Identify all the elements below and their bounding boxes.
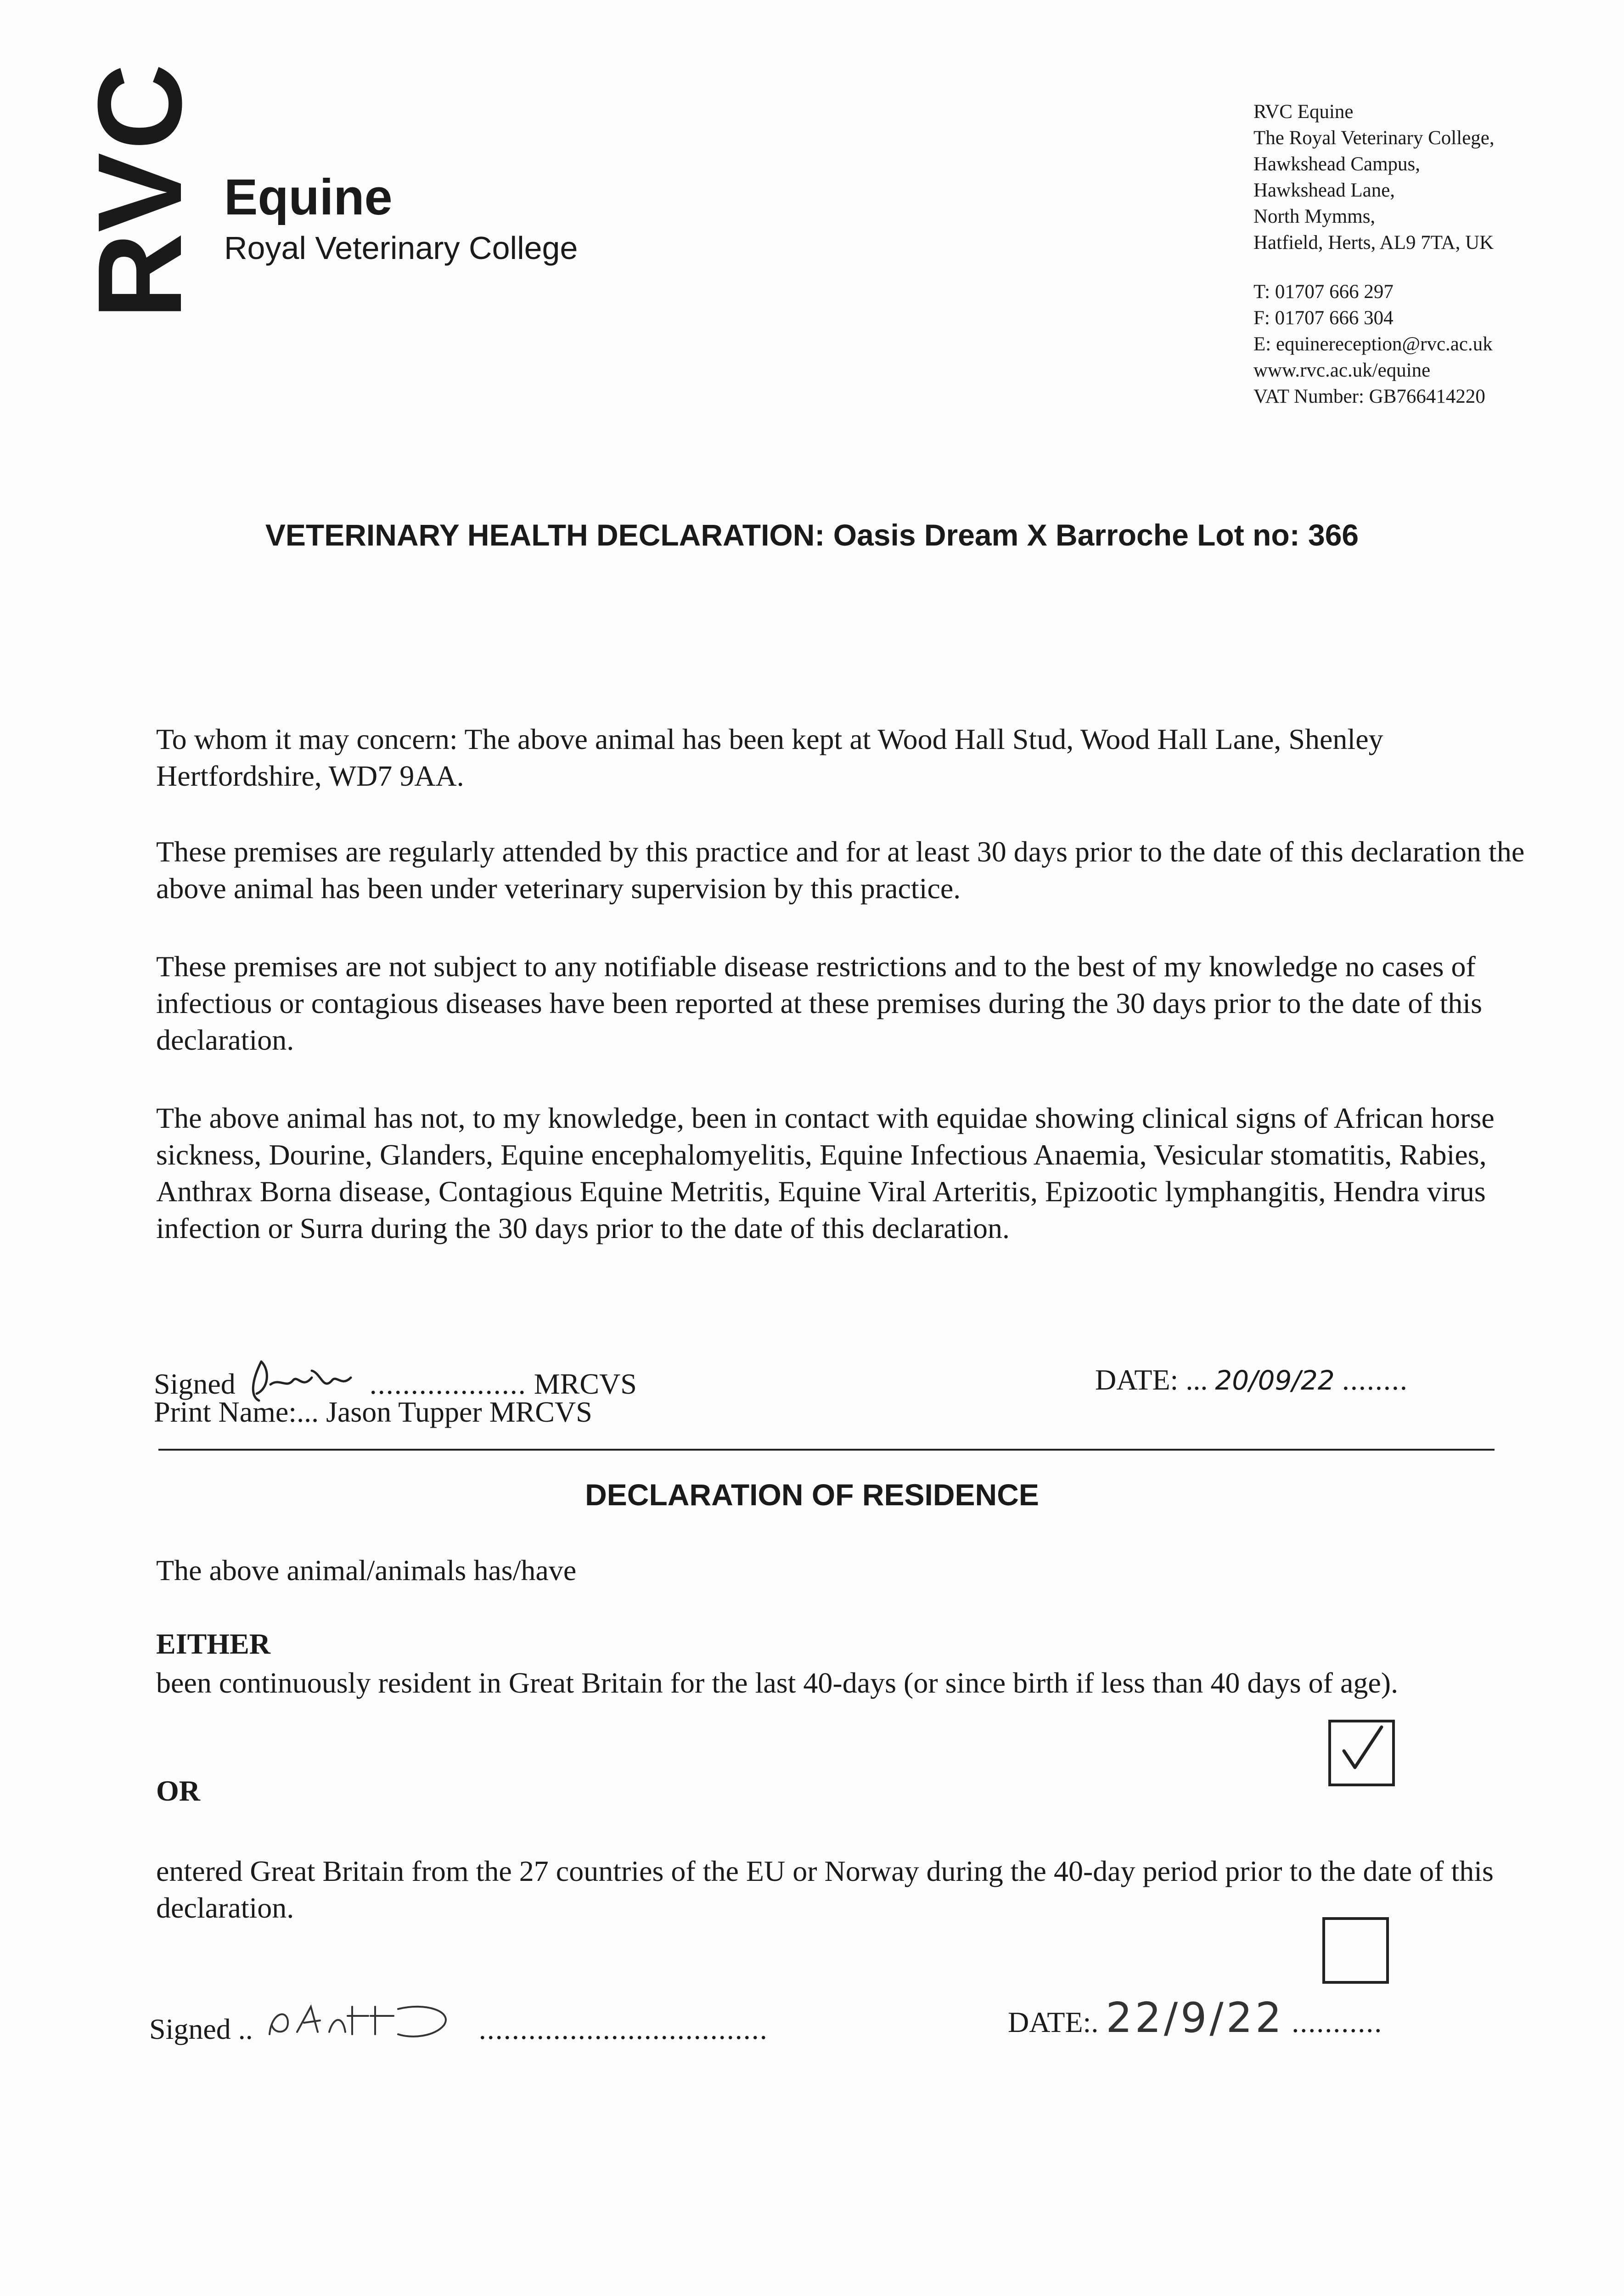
owner-date-dots: ........... xyxy=(1292,2006,1383,2038)
address-line: North Mymms, xyxy=(1253,206,1376,227)
residence-title: DECLARATION OF RESIDENCE xyxy=(585,1478,1039,1512)
section-divider xyxy=(158,1449,1495,1451)
signed-suffix: MRCVS xyxy=(534,1367,637,1400)
print-name-line xyxy=(154,1394,592,1430)
rvc-logo-mark xyxy=(73,61,207,319)
address-line: Hawkshead Campus, xyxy=(1253,153,1421,175)
owner-signed-label: Signed .. xyxy=(149,2013,253,2045)
logo-college: Royal Veterinary College xyxy=(224,230,578,266)
date-value: 20/09/22 xyxy=(1215,1365,1335,1396)
address-line: Hatfield, Herts, AL9 7TA, UK xyxy=(1253,232,1494,253)
phone: T: 01707 666 297 xyxy=(1253,281,1394,303)
or-label: OR xyxy=(156,1774,200,1807)
print-name-label: Print Name:... xyxy=(154,1396,319,1428)
owner-signature xyxy=(260,1998,472,2048)
owner-date-line xyxy=(1008,1994,1383,2042)
address-line: Hawkshead Lane, xyxy=(1253,180,1395,201)
owner-date-label: DATE:. xyxy=(1008,2006,1099,2038)
or-checkbox[interactable] xyxy=(1322,1917,1389,1984)
residence-intro: The above animal/animals has/have xyxy=(156,1554,577,1587)
address-block xyxy=(1253,99,1602,410)
print-name-value: Jason Tupper MRCVS xyxy=(326,1396,592,1428)
date-label: DATE: ... xyxy=(1095,1363,1208,1396)
logo-equine: Equine xyxy=(224,169,393,225)
paragraph-2: These premises are regularly attended by this practice and for at least 30 days prior to the date of this declaration the above animal has been under veterinary supervision by this practice. xyxy=(156,835,1525,905)
website: www.rvc.ac.uk/equine xyxy=(1253,360,1431,381)
owner-signed-line xyxy=(149,1998,768,2048)
either-label: EITHER xyxy=(156,1627,270,1660)
signed-label: Signed xyxy=(154,1367,236,1400)
address-line: RVC Equine xyxy=(1253,101,1354,123)
fax: F: 01707 666 304 xyxy=(1253,307,1394,329)
vat-number: VAT Number: GB766414220 xyxy=(1253,386,1485,407)
address-line: The Royal Veterinary College, xyxy=(1253,127,1495,149)
rvc-logo-text: RVC xyxy=(73,61,207,319)
date-dots: ........ xyxy=(1342,1363,1408,1396)
paragraph-3: These premises are not subject to any notifiable disease restrictions and to the best of my knowledge no cases of infectious or contagious diseases have been reported at these premises during the 30 days prior to the date of this declaration. xyxy=(156,950,1483,1056)
owner-date-value: 22/9/22 xyxy=(1106,1994,1285,2042)
paragraph-1: To whom it may concern: The above animal has been kept at Wood Hall Stud, Wood Hall Lane, Shenley Hertfordshire, WD7 9AA. xyxy=(156,723,1383,792)
signed-dots: ................... xyxy=(369,1367,527,1400)
either-text: been continuously resident in Great Britain for the last 40-days (or since birth if less than 40 days of age). xyxy=(156,1666,1399,1699)
owner-signed-dots: ................................... xyxy=(478,2013,768,2045)
email: E: equinereception@rvc.ac.uk xyxy=(1253,333,1493,355)
page-title: VETERINARY HEALTH DECLARATION: Oasis Dream X Barroche Lot no: 366 xyxy=(265,518,1359,552)
vet-date-line xyxy=(1095,1362,1408,1399)
or-text: entered Great Britain from the 27 countries of the EU or Norway during the 40-day period prior to the date of this declaration. xyxy=(156,1855,1494,1924)
paragraph-4: The above animal has not, to my knowledge, been in contact with equidae showing clinical signs of African horse sickness, Dourine, Glanders, Equine encephalomyelitis, Equine Infectious Anaemia, Vesicular stomatitis, Rabies, Anthrax Borna disease, Contagious Equine Metritis, Equine Viral Arteritis, Epizootic lymphangitis, Hendra virus infection or Surra during the 30 days prior to the date of this declaration. xyxy=(156,1102,1495,1244)
